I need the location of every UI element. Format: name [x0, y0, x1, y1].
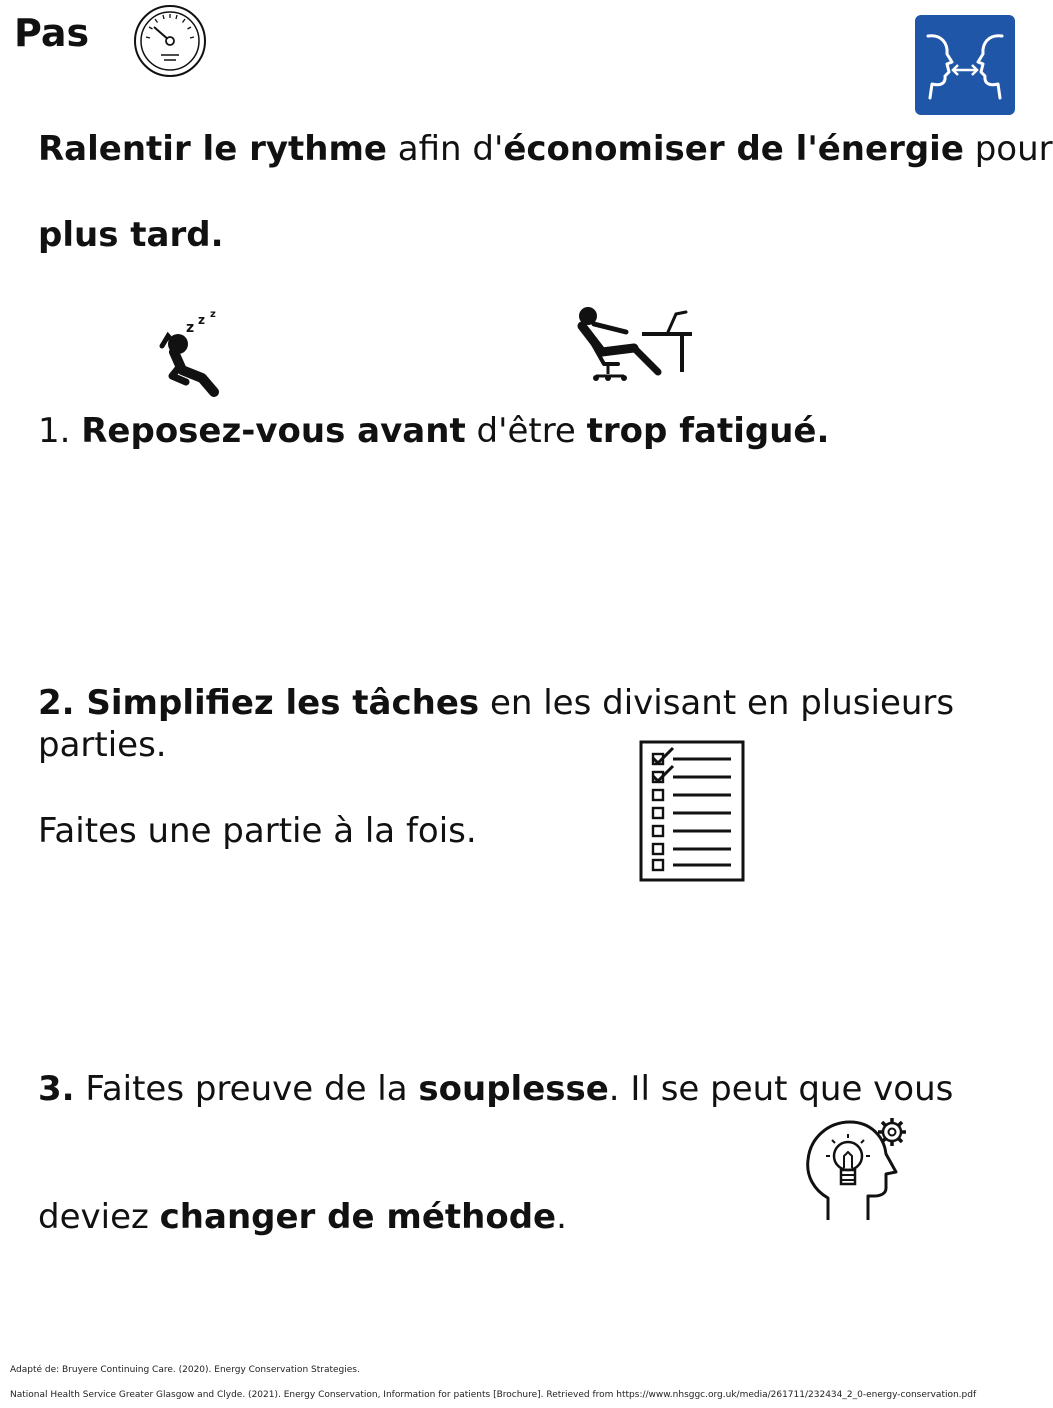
- tip-2-line-1: [38, 682, 954, 724]
- svg-text:z: z: [198, 313, 205, 327]
- intro-line-1: [38, 128, 1053, 170]
- tip-3-line-2-bold: changer de méthode: [159, 1197, 557, 1237]
- tip-3-number: 3.: [38, 1069, 75, 1109]
- checklist-icon: [639, 740, 747, 884]
- tip-3-bold: souplesse: [418, 1069, 609, 1109]
- tip-1: [38, 410, 829, 452]
- tip-3-normal-1: Faites preuve de la: [74, 1069, 419, 1109]
- tip-2-bold: 2. Simplifiez les tâches: [38, 683, 480, 723]
- tip-3-line-1: [38, 1068, 953, 1110]
- speedometer-icon: [132, 3, 208, 79]
- page-title: Pas: [14, 11, 90, 55]
- tip-1-bold-2: trop fatigué.: [586, 411, 830, 451]
- intro-bold-2: économiser de l'énergie: [503, 129, 964, 169]
- tip-1-number: 1.: [38, 411, 82, 451]
- svg-text:z: z: [210, 309, 216, 320]
- tip-1-normal-1: d'être: [465, 411, 587, 451]
- person-sleeping-icon: [158, 306, 228, 398]
- tip-1-bold-1: Reposez-vous avant: [81, 411, 466, 451]
- tip-3-line-2: [38, 1196, 567, 1238]
- head-lightbulb-gear-icon: [800, 1110, 916, 1226]
- intro-normal-2: pour: [963, 129, 1053, 169]
- faces-exchange-icon: [914, 14, 1016, 116]
- intro-bold-1: Ralentir le rythme: [38, 129, 387, 169]
- tip-2-line-3: Faites une partie à la fois.: [38, 811, 477, 851]
- tip-2-line-2: parties.: [38, 725, 167, 765]
- tip-2-normal: en les divisant en plusieurs: [479, 683, 955, 723]
- intro-normal-1: afin d': [386, 129, 504, 169]
- reference-2: National Health Service Greater Glasgow and Clyde. (2021). Energy Conservation, Information for patients [Brochure]. Retrieved from https://www.nhsggc.org.uk/media/261711/232434_2_0-energy-conservation.pdf: [10, 1390, 977, 1400]
- tip-3-normal-2: . Il se peut que vous: [608, 1069, 954, 1109]
- tip-3-line-2-end: .: [556, 1197, 567, 1237]
- svg-text:z: z: [186, 320, 195, 336]
- reference-1: Adapté de: Bruyere Continuing Care. (2020). Energy Conservation Strategies.: [10, 1365, 360, 1375]
- tired-person-at-desk-icon: [576, 302, 696, 382]
- tip-3-line-2-normal: deviez: [38, 1197, 160, 1237]
- intro-line-2: plus tard.: [38, 215, 224, 255]
